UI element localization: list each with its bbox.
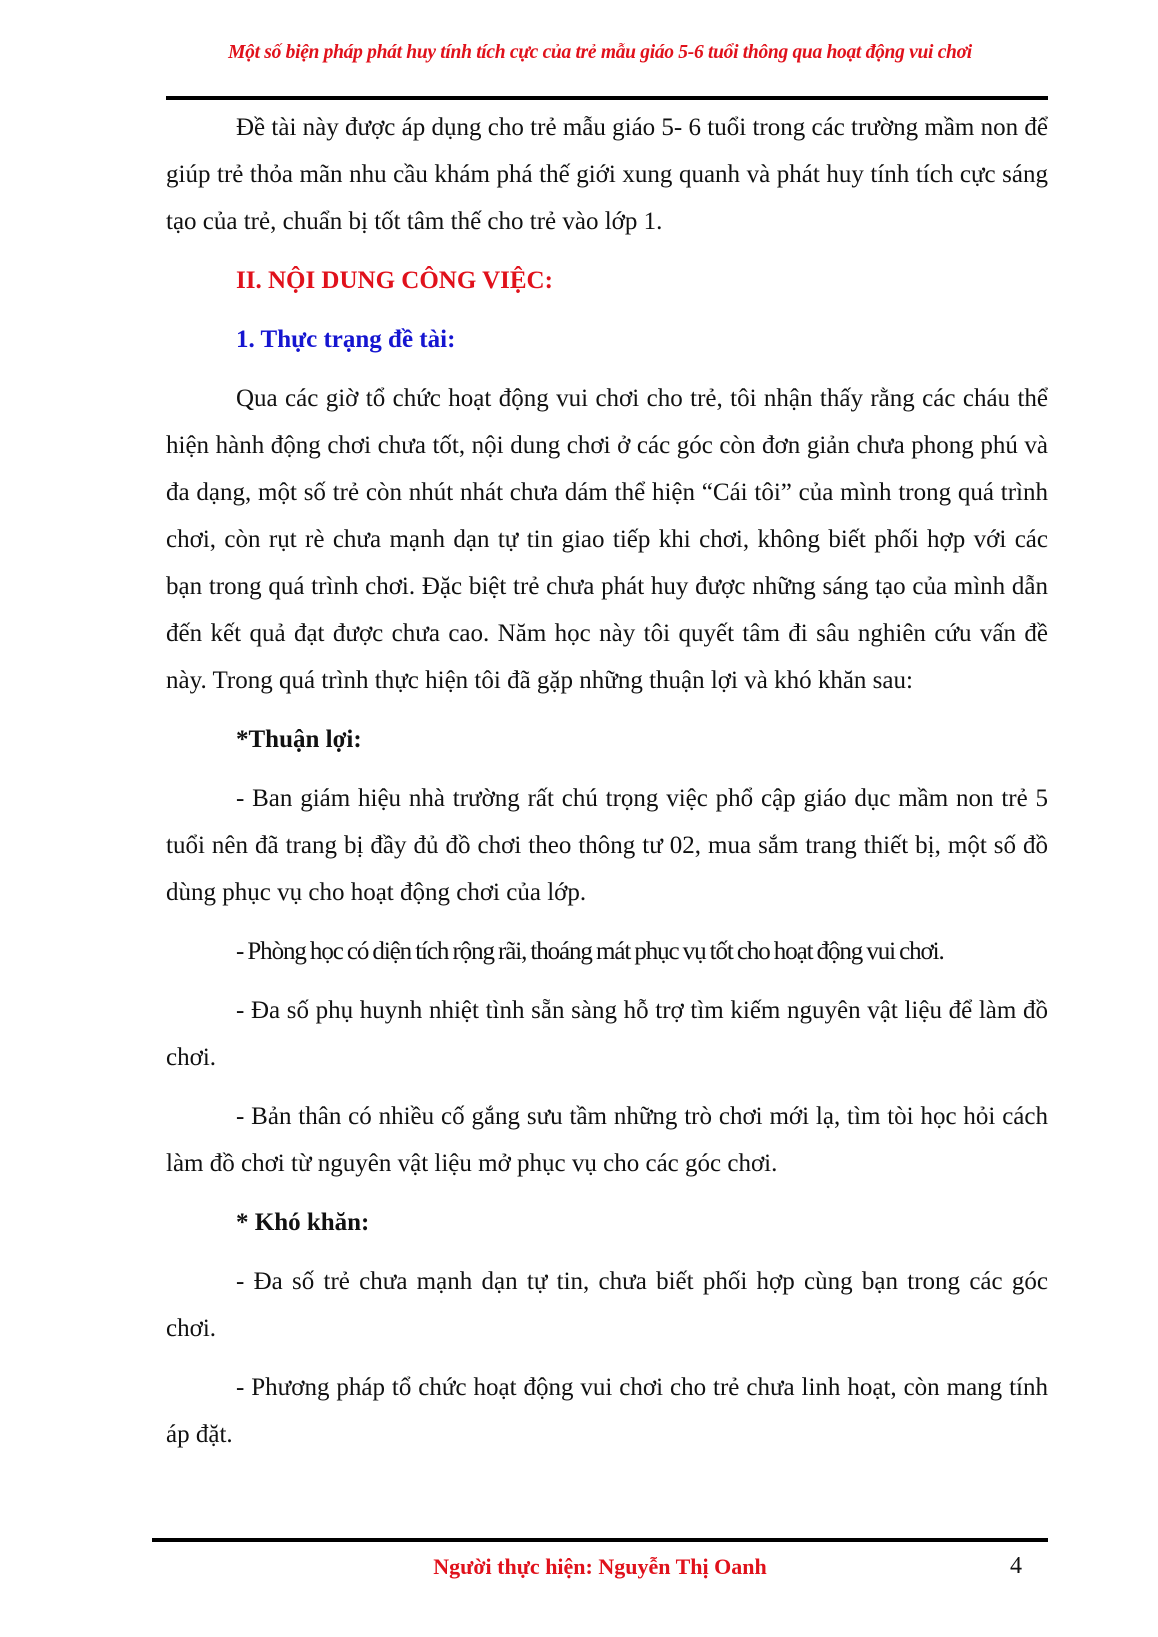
status-paragraph: Qua các giờ tổ chức hoạt động vui chơi cho trẻ, tôi nhận thấy rằng các cháu thể hiện hành động chơi chưa tốt, nội dung chơi ở các góc còn đơn giản chưa phong phú và đa dạng, một số trẻ còn nhút nhát chưa dám thể hiện “Cái tôi” của mình trong quá trình chơi, còn rụt rè chưa mạnh dạn tự tin giao tiếp khi chơi, không biết phối hợp với các bạn trong quá trình chơi. Đặc biệt trẻ chưa phát huy được những sáng tạo của mình dẫn đến kết quả đạt được chưa cao. Năm học này tôi quyết tâm đi sâu nghiên cứu vấn đề này. Trong quá trình thực hiện tôi đã gặp những thuận lợi và khó khăn sau:: [166, 385, 1048, 694]
difficulty-item: - Đa số trẻ chưa mạnh dạn tự tin, chưa biết phối hợp cùng bạn trong các góc chơi.: [166, 1268, 1048, 1342]
advantages-heading: *Thuận lợi:: [236, 726, 362, 753]
advantage-item: - Đa số phụ huynh nhiệt tình sẵn sàng hỗ trợ tìm kiếm nguyên vật liệu để làm đồ chơi.: [166, 997, 1048, 1071]
advantage-item: - Phòng học có diện tích rộng rãi, thoáng mát phục vụ tốt cho hoạt động vui chơi.: [236, 938, 944, 965]
advantage-item: - Ban giám hiệu nhà trường rất chú trọng việc phổ cập giáo dục mầm non trẻ 5 tuổi nên đã trang bị đầy đủ đồ chơi theo thông tư 02, mua sắm trang thiết bị, một số đồ dùng phục vụ cho hoạt động chơi của lớp.: [166, 785, 1048, 906]
intro-paragraph: Đề tài này được áp dụng cho trẻ mẫu giáo 5- 6 tuổi trong các trường mầm non để giúp trẻ thỏa mãn nhu cầu khám phá thế giới xung quanh và phát huy tính tích cực sáng tạo của trẻ, chuẩn bị tốt tâm thế cho trẻ vào lớp 1.: [166, 114, 1048, 235]
page-header-title: Một số biện pháp phát huy tính tích cực của trẻ mẫu giáo 5-6 tuổi thông qua hoạt động vui chơi: [228, 42, 972, 63]
page-number: 4: [1010, 1553, 1022, 1579]
subsection-heading: 1. Thực trạng đề tài:: [236, 326, 456, 353]
section-heading: II. NỘI DUNG CÔNG VIỆC:: [236, 267, 553, 294]
header-divider: [166, 96, 1048, 100]
document-body: [166, 104, 1048, 1458]
difficulty-item: - Phương pháp tổ chức hoạt động vui chơi cho trẻ chưa linh hoạt, còn mang tính áp đặt.: [166, 1374, 1048, 1448]
advantage-item: - Bản thân có nhiều cố gắng sưu tầm những trò chơi mới lạ, tìm tòi học hỏi cách làm đồ chơi từ nguyên vật liệu mở phục vụ cho các góc chơi.: [166, 1103, 1048, 1177]
difficulties-heading: * Khó khăn:: [236, 1209, 370, 1236]
footer-author: Người thực hiện: Nguyễn Thị Oanh: [433, 1554, 767, 1579]
footer-divider: [152, 1538, 1048, 1542]
